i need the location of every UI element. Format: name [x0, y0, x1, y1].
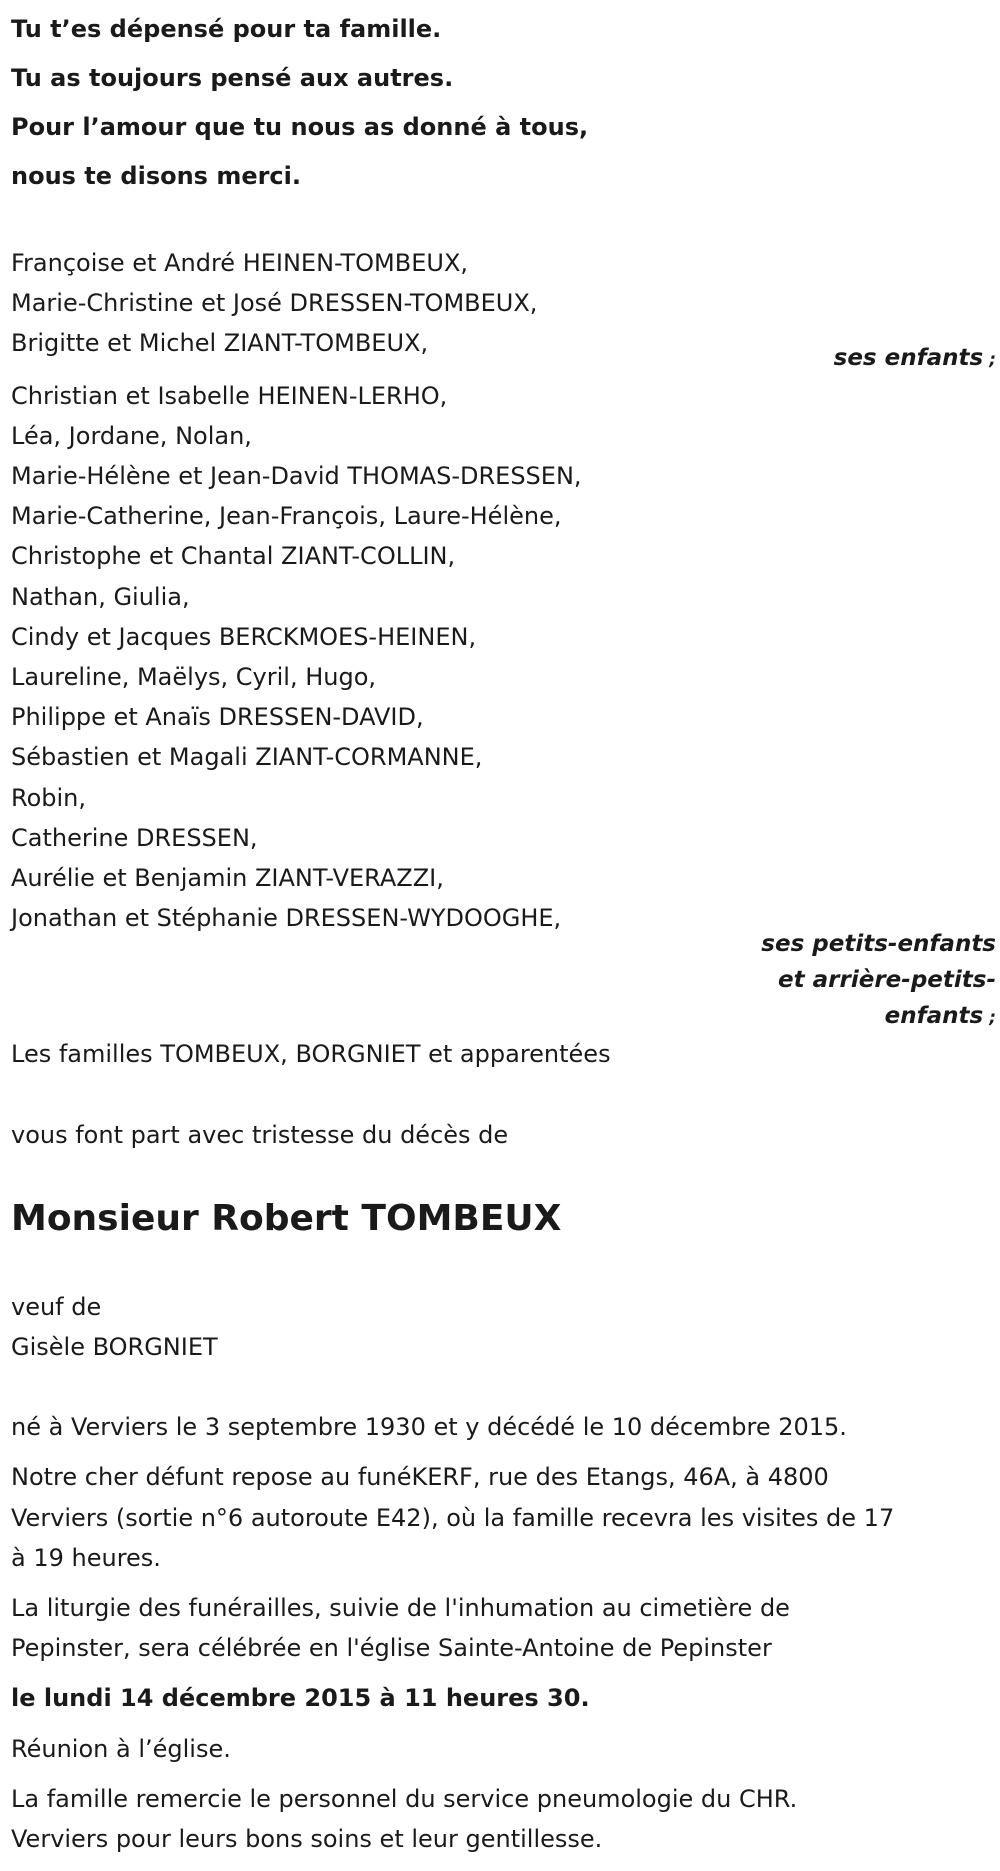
role-text: ses enfants [833, 345, 984, 371]
grandchild-name: Laureline, Maëlys, Cyril, Hugo, [11, 663, 377, 692]
grandchildren-role-label [761, 926, 996, 1036]
poem [11, 5, 996, 201]
paragraph-line: Verviers pour leurs bons soins et leur gentillesse. [11, 1825, 603, 1854]
grandchild-name: Robin, [11, 783, 87, 812]
families-line: Les familles TOMBEUX, BORGNIET et apparentées [11, 1040, 611, 1069]
child-name: Marie-Christine et José DRESSEN-TOMBEUX, [11, 289, 538, 318]
paragraph-line: Pepinster, sera célébrée en l'église Sainte-Antoine de Pepinster [11, 1634, 772, 1663]
obituary-notice [11, 0, 996, 1859]
deceased-name: Monsieur Robert TOMBEUX [11, 1197, 562, 1239]
poem-line: Pour l’amour que tu nous as donné à tous, [11, 113, 589, 141]
role-text: et arrière-petits- [778, 967, 996, 993]
grandchild-name: Marie-Catherine, Jean-François, Laure-Hélène, [11, 502, 562, 531]
role-separator: ; [989, 350, 996, 370]
grandchild-name: Nathan, Giulia, [11, 582, 190, 611]
widow-block [11, 1287, 996, 1367]
announcement-line: vous font part avec tristesse du décès de [11, 1120, 509, 1149]
paragraph-line: Verviers (sortie n°6 autoroute E42), où la famille recevra les visites de 17 [11, 1503, 895, 1532]
paragraph-line: La famille remercie le personnel du service pneumologie du CHR. [11, 1784, 798, 1813]
grandchild-name: Christophe et Chantal ZIANT-COLLIN, [11, 542, 456, 571]
grandchild-name: Sébastien et Magali ZIANT-CORMANNE, [11, 743, 483, 772]
widow-line: veuf de [11, 1292, 102, 1321]
repose-paragraph [11, 1457, 996, 1578]
liturgy-paragraph [11, 1588, 996, 1668]
spouse-name: Gisèle BORGNIET [11, 1333, 218, 1362]
role-separator: ; [989, 1008, 996, 1028]
grandchild-name: Christian et Isabelle HEINEN-LERHO, [11, 381, 448, 410]
thanks-paragraph [11, 1779, 996, 1859]
role-text: ses petits-enfants [761, 931, 996, 957]
grandchild-name: Catherine DRESSEN, [11, 823, 258, 852]
child-name: Brigitte et Michel ZIANT-TOMBEUX, [11, 329, 429, 358]
birth-death-line: né à Verviers le 3 septembre 1930 et y décédé le 10 décembre 2015. [11, 1413, 847, 1442]
grandchildren-list [11, 376, 996, 939]
grandchild-name: Léa, Jordane, Nolan, [11, 421, 252, 450]
grandchild-name: Cindy et Jacques BERCKMOES-HEINEN, [11, 622, 477, 651]
poem-line: Tu t’es dépensé pour ta famille. [11, 15, 442, 43]
ceremony-date: le lundi 14 décembre 2015 à 11 heures 30. [11, 1684, 590, 1713]
grandchild-name: Aurélie et Benjamin ZIANT-VERAZZI, [11, 864, 444, 893]
grandchild-name: Jonathan et Stéphanie DRESSEN-WYDOOGHE, [11, 904, 562, 933]
poem-line: nous te disons merci. [11, 162, 302, 190]
paragraph-line: Notre cher défunt repose au funéKERF, rue des Etangs, 46A, à 4800 [11, 1463, 829, 1492]
paragraph-line: La liturgie des funérailles, suivie de l'inhumation au cimetière de [11, 1594, 790, 1623]
grandchild-name: Marie-Hélène et Jean-David THOMAS-DRESSEN, [11, 462, 582, 491]
children-role-label [834, 340, 996, 378]
grandchild-name: Philippe et Anaïs DRESSEN-DAVID, [11, 703, 424, 732]
poem-line: Tu as toujours pensé aux autres. [11, 64, 454, 92]
meeting-line: Réunion à l’église. [11, 1734, 231, 1763]
role-text: enfants [884, 1003, 984, 1029]
paragraph-line: à 19 heures. [11, 1543, 161, 1572]
child-name: Françoise et André HEINEN-TOMBEUX, [11, 249, 469, 277]
